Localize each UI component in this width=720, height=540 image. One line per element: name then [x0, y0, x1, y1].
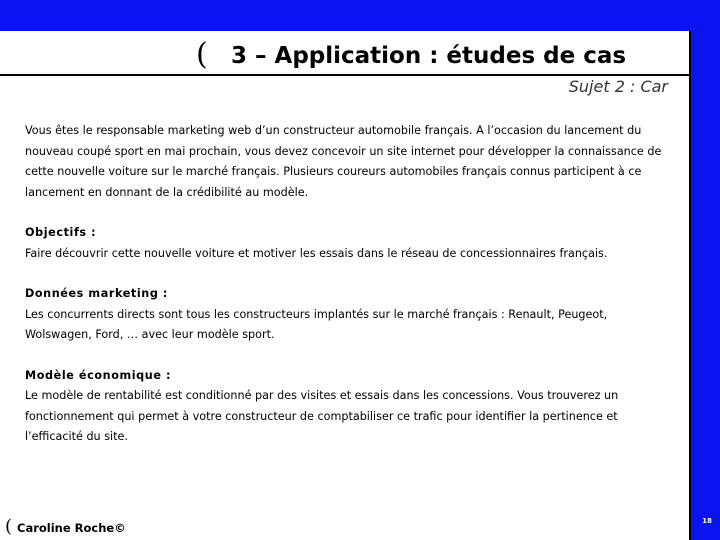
section-donnees-marketing: [25, 284, 673, 346]
section-text: Faire découvrir cette nouvelle voiture et motiver les essais dans le réseau de concessionnaires français.: [25, 246, 608, 260]
section-text: Le modèle de rentabilité est conditionné par des visites et essais dans les concessions. Vous trouverez un fonctionnement qui permet à votre constructeur de comptabiliser ce trafic pour identifier la pertinence et l’efficacité du site.: [25, 389, 619, 443]
footer-author: Caroline Roche©: [17, 521, 126, 535]
section-heading: Objectifs :: [25, 226, 97, 239]
title-divider: [0, 74, 690, 76]
intro-paragraph: Vous êtes le responsable marketing web d’un constructeur automobile français. A l’occasion du lancement du nouveau coupé sport en mai prochain, vous devez concevoir un site internet pour développer la connaissance de cette nouvelle voiture sur le marché français. Plusieurs coureurs automobiles français connus participent à ce lancement en donnant de la crédibilité au modèle.: [25, 124, 662, 199]
slide-content: [25, 121, 673, 448]
top-accent-bar: [0, 0, 720, 31]
slide-subtitle: Sujet 2 : Car: [568, 77, 668, 96]
section-heading: Données marketing :: [25, 287, 169, 300]
page-number: 18: [702, 517, 712, 525]
right-divider-line: [689, 31, 691, 540]
section-heading: Modèle économique :: [25, 368, 172, 382]
right-accent-bar: [691, 31, 720, 540]
section-text: Les concurrents directs sont tous les constructeurs implantés sur le marché français : Renault, Peugeot, Wolswagen, Ford, … avec leur modèle sport.: [25, 307, 608, 341]
section-objectifs: [25, 223, 673, 264]
title-bullet-icon: (: [196, 37, 208, 72]
footer-bullet-icon: (: [5, 516, 13, 537]
slide-title: 3 – Application : études de cas: [231, 43, 627, 69]
section-modele-economique: [25, 366, 673, 448]
